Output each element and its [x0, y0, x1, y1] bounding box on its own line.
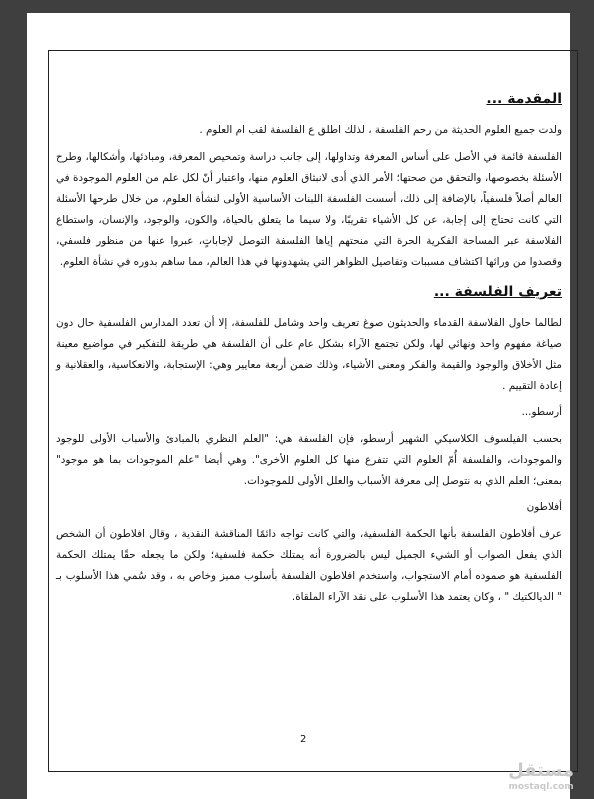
intro-paragraph: الفلسفة قائمة في الأصل على أساس المعرفة وتداولها، إلى جانب دراسة وتمحيص المعرفة، ومبادئها، وأشكالها، وطرح الأسئلة بخصوصها، والتحقق من صحتها؛ الأمر الذي أدى لانبثاق العلوم منها، واعتبار أنّ لكل علم من العلوم الموجودة في العالم أصلاً فلسفياً، بالإضافة إلى ذلك، أسست الفلسفة اللبنات الأساسية الأولى لنشأة العلوم، من خلال طرحها الأسئلة التي كانت تحتاج إلى إجابة، عن كل الأشياء تقريبًا، ولا سيما ما يتعلق بالحياة، والكون، والوجود، والإنسان، واستطاع الفلاسفة عبر المساحة الفكرية الحرة التي منحتهم إياها الفلسفة التوصل لإجاباتٍ، عبروا عنها من منظور فلسفي، وقصدوا من ورائها اكتشاف مسببات وتفاصيل الظواهر التي يشهدونها في هذا العالم، مما ساهم بدوره في نشأة العلوم.	[56, 151, 562, 268]
plato-label: أفلاطون	[526, 501, 562, 513]
watermark-site: mostaql.com	[508, 782, 574, 792]
watermark-logo	[508, 760, 574, 795]
aristotle-label: أرسطو...	[521, 406, 562, 418]
definition-heading: تعريف الفلسفة ...	[433, 284, 562, 300]
intro-line: ولدت جميع العلوم الحديثة من رحم الفلسفة ، لذلك اطلق ع الفلسفة لقب ام العلوم .	[199, 124, 562, 136]
document-body	[56, 80, 562, 614]
intro-heading: المقدمة ...	[486, 91, 562, 107]
aristotle-paragraph: بحسب الفيلسوف الكلاسيكي الشهير أرسطو، فإن الفلسفة هي: "العلم النظري بالمبادئ والأسباب الأولى للوجود والموجودات، والفلسفة أُمّ العلوم التي تتفرع منها كل العلوم الأخرى". وهي أيضا "علم الموجودات بما هو موجود" بمعنى؛ العلم الذي به نتوصل إلى معرفة الأسباب والعلل الأولى للموجودات.	[56, 433, 562, 487]
page-number: 2	[300, 734, 307, 745]
plato-paragraph: عرف أفلاطون الفلسفة بأنها الحكمة الفلسفية، والتي كانت تواجه دائمًا المناقشة النقدية ، وقال افلاطون أن الشخص الذي يفعل الصواب أو الشيء الجميل ليس بالضرورة أنه يمتلك حكمة فلسفية؛ ولكن ما يجعله حقًا يمتلك الحكمة الفلسفية هو صموده أمام الاستجواب، واستخدم افلاطون الفلسفة بأسلوب مميز وخاص به ، وقد سُمي هذا الأسلوب بـ " الديالكتيك " ، وكان يعتمد هذا الأسلوب على نقد الآراء الملقاة.	[56, 528, 562, 603]
watermark-text: مستقل	[508, 760, 574, 781]
definition-paragraph: لطالما حاول الفلاسفة القدماء والحديثون صوغ تعريف واحد وشامل للفلسفة، إلا أن تعدد المدارس الفلسفية حال دون صياغة مفهوم واحد ونهائي لها، ولكن تجتمع الآراء بشكل عام على أن الفلسفة هي طريقة للتفكير في مواضيع معينة مثل الأخلاق والوجود والقيمة والفكر ومعنى الأشياء، وذلك ضمن أربعة معايير وهي: الإستجابة، والانعكاسية، والعقلانية و إعادة التقييم .	[56, 317, 562, 392]
